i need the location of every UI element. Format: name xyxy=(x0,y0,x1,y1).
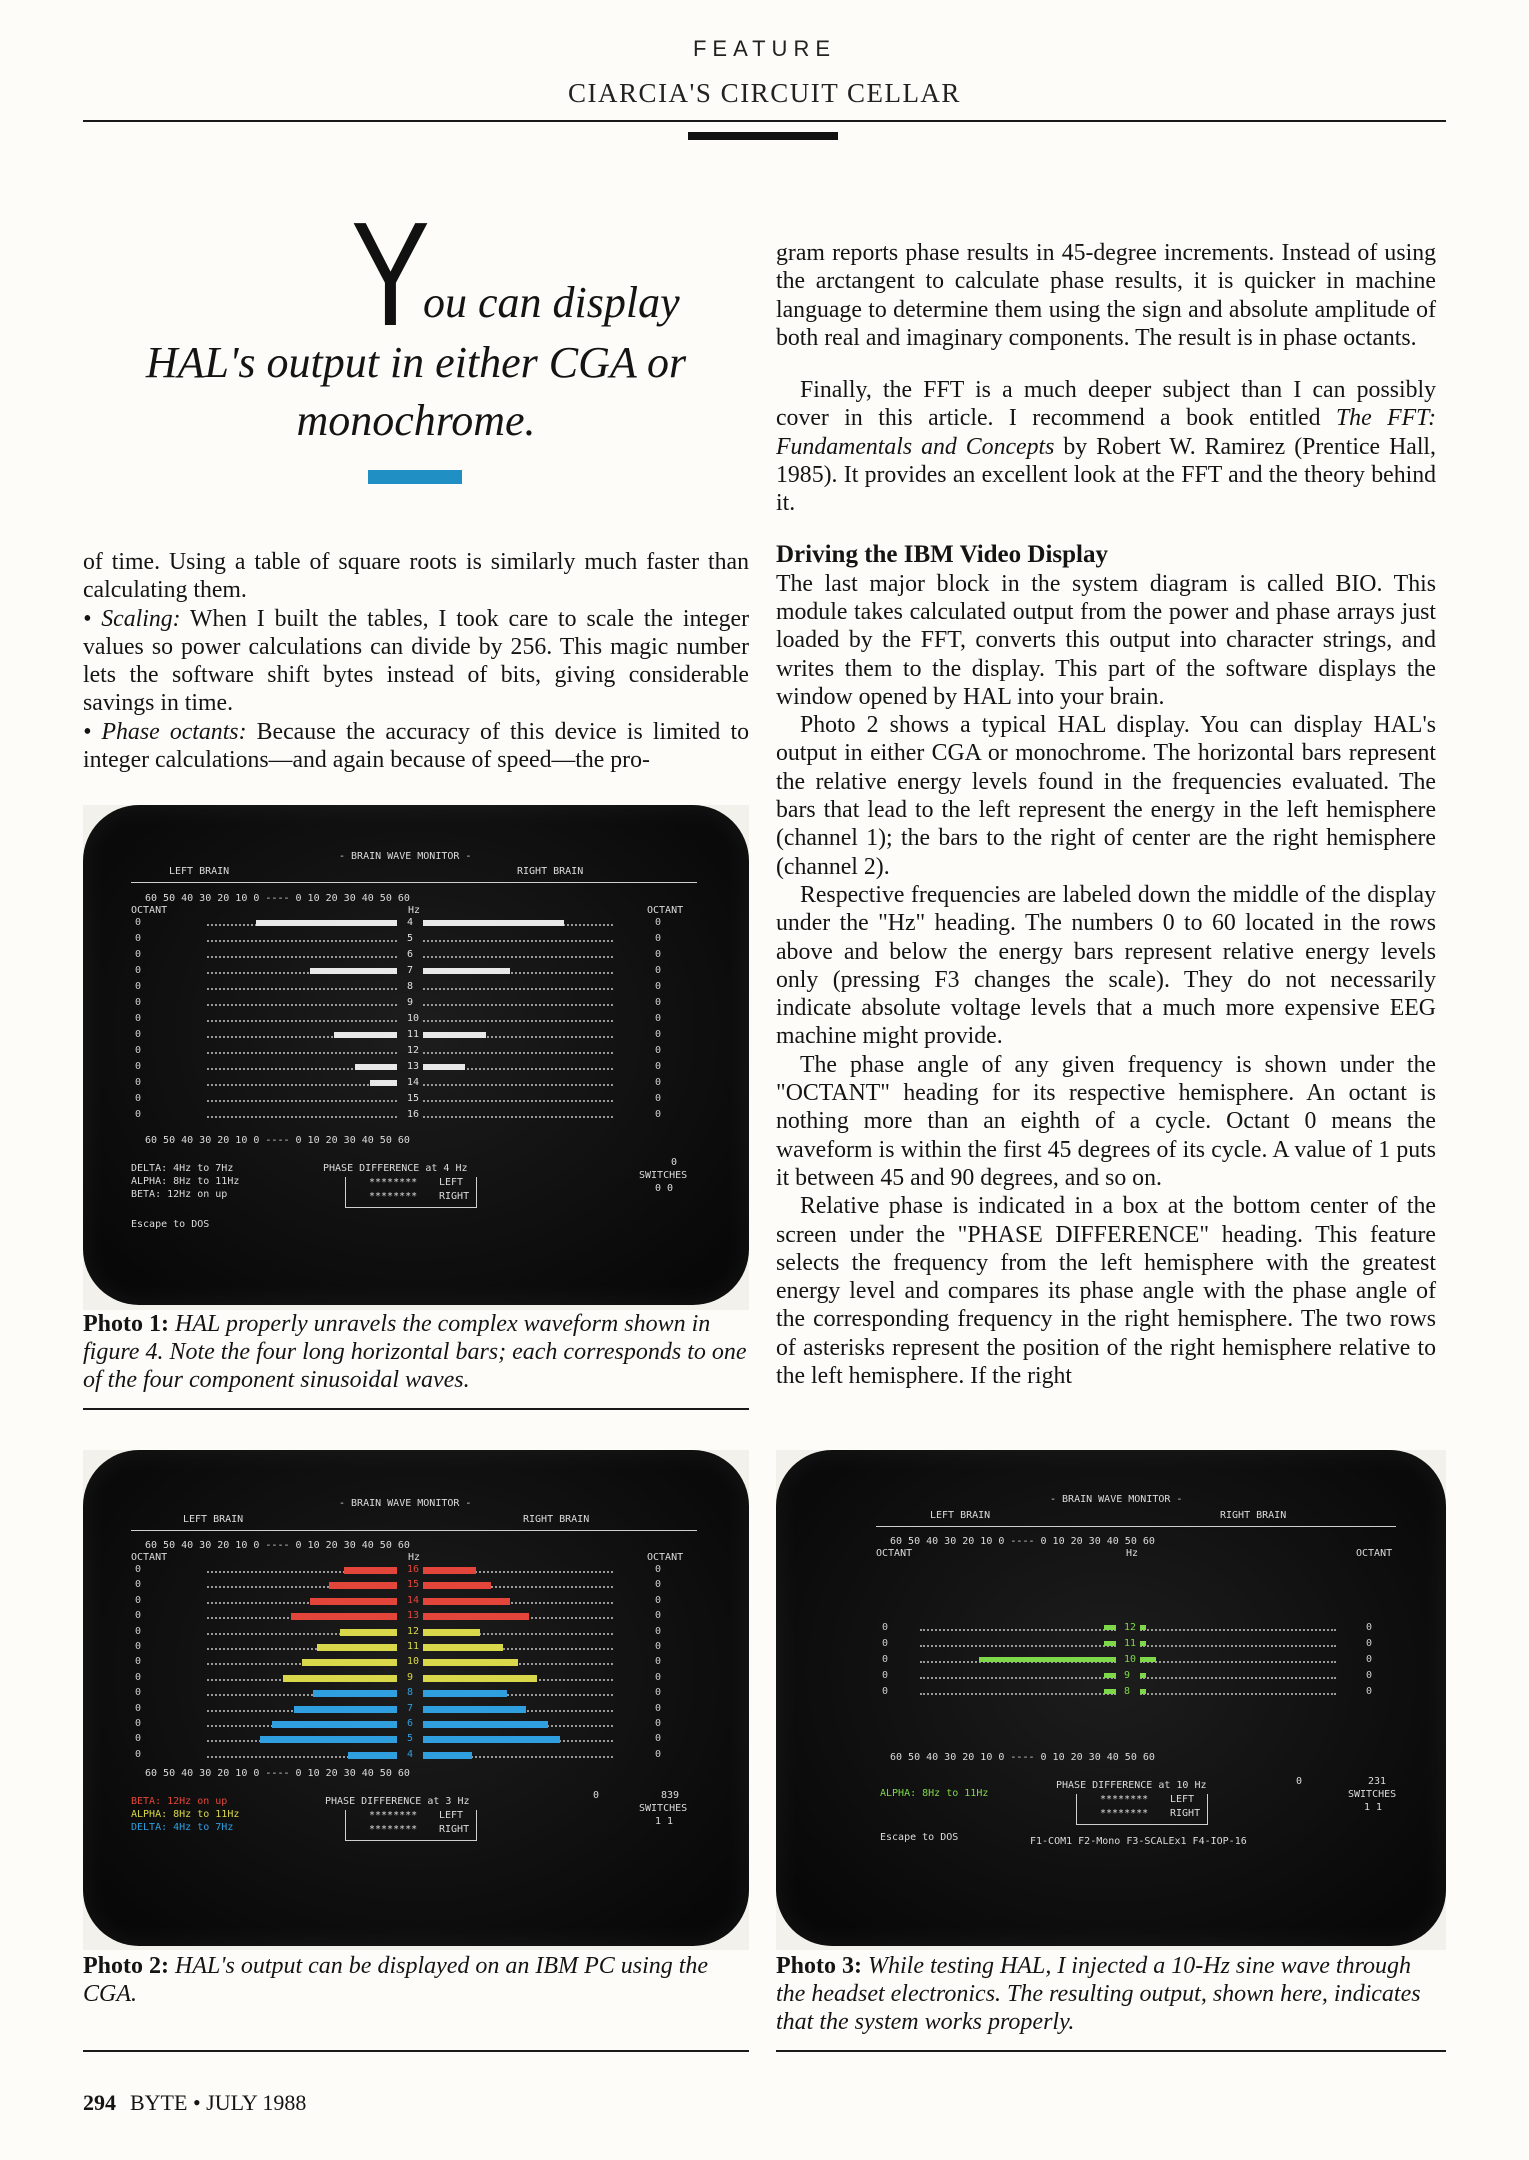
energy-bar-right xyxy=(423,1582,491,1589)
hz-row-label: 13 xyxy=(407,1610,420,1622)
hz-row-label: 13 xyxy=(407,1061,420,1072)
octant-right-value: 0 xyxy=(655,1109,662,1120)
energy-bar-right xyxy=(1140,1641,1146,1646)
octant-right-value: 0 xyxy=(655,1733,662,1745)
octant-right-value: 0 xyxy=(655,1748,662,1760)
escape-hint: Escape to DOS xyxy=(880,1832,959,1843)
paragraph: Relative phase is indicated in a box at the bottom center of the screen under the "PHASE DIFFERENCE" heading. This feature selects the frequency from the left hemisphere with the greatest energy level and compares its phase angle with the phase angle of the corresponding frequency in the right hemisphere. The two rows of asterisks represent the position of the right hemisphere relative to the left hemisphere. If the right xyxy=(776,1193,1436,1389)
energy-bar-right xyxy=(1140,1673,1146,1678)
energy-bar-left xyxy=(310,968,397,974)
caption-rule xyxy=(83,2050,749,2052)
energy-bar-right xyxy=(423,1598,510,1605)
phase-stars-left: ******** xyxy=(369,1177,418,1188)
switch-values: 1 1 xyxy=(1364,1802,1383,1813)
octant-left-value: 0 xyxy=(135,1579,142,1591)
paragraph: of time. Using a table of square roots is similarly much faster than calculating them. xyxy=(83,549,749,604)
legend-beta: BETA: 12Hz on up xyxy=(131,1189,228,1200)
dot-guide-right xyxy=(423,956,613,958)
energy-bar-right xyxy=(423,968,510,974)
left-brain-label: LEFT BRAIN xyxy=(183,1514,244,1525)
crt-monitor xyxy=(83,805,749,1305)
octant-left-value: 0 xyxy=(135,981,142,992)
octant-left-value: 0 xyxy=(135,1641,142,1652)
energy-bar-left xyxy=(317,1644,397,1651)
hz-row-label: 12 xyxy=(407,1045,420,1056)
photo-2-caption xyxy=(83,1952,749,2008)
phase-left-word: LEFT xyxy=(439,1810,464,1821)
divider xyxy=(876,1526,1396,1527)
octant-left-label: OCTANT xyxy=(131,905,168,916)
phase-stars-left: ******** xyxy=(369,1810,418,1821)
phase-label: PHASE DIFFERENCE at 4 Hz xyxy=(323,1163,468,1174)
bullet-lead: • Phase octants: xyxy=(83,718,247,745)
octant-left-value: 0 xyxy=(135,1013,142,1024)
energy-bar-right xyxy=(1140,1625,1146,1630)
energy-bar-right xyxy=(423,1736,560,1743)
octant-right-value: 0 xyxy=(1366,1654,1373,1665)
hz-row-label: 10 xyxy=(407,1656,420,1668)
switch-top: 0 xyxy=(593,1790,600,1801)
dot-guide-left xyxy=(207,1084,397,1086)
scale-bottom: 60 50 40 30 20 10 0 ---- 0 10 20 30 40 50 60 xyxy=(145,1768,410,1779)
photo-1-caption xyxy=(83,1310,749,1394)
hz-row-label: 10 xyxy=(1124,1654,1137,1665)
octant-left-value: 0 xyxy=(135,1077,142,1088)
octant-right-value: 0 xyxy=(655,1702,662,1714)
energy-bar-right xyxy=(423,920,564,926)
header-rule xyxy=(83,120,1446,122)
octant-right-value: 0 xyxy=(655,997,662,1008)
octant-left-value: 0 xyxy=(135,1594,142,1606)
paragraph: The phase angle of any given frequency is shown under the "OCTANT" heading for its respective hemisphere. An octant is nothing more than an eighth of a cycle. Octant 0 means the waveform is within the first 45 degrees of its cycle. A value of 1 puts it between 45 and 90 degrees, and so on. xyxy=(776,1051,1436,1191)
issue-line: BYTE • JULY 1988 xyxy=(130,2090,307,2115)
screen-title: - BRAIN WAVE MONITOR - xyxy=(1050,1494,1183,1505)
paragraph-scaling xyxy=(83,605,749,718)
octant-left-value: 0 xyxy=(135,1061,142,1072)
dot-guide-left xyxy=(207,1020,397,1022)
octant-left-value: 0 xyxy=(135,1718,142,1729)
dot-guide-right xyxy=(1140,1677,1336,1679)
caption-rule xyxy=(83,1408,749,1410)
octant-left-value: 0 xyxy=(135,1625,142,1637)
phase-right-word: RIGHT xyxy=(439,1824,470,1835)
octant-left-value: 0 xyxy=(135,1748,142,1760)
octant-right-value: 0 xyxy=(1366,1622,1373,1633)
energy-bar-left xyxy=(260,1736,397,1743)
scale-bottom: 60 50 40 30 20 10 0 ---- 0 10 20 30 40 50 60 xyxy=(145,1135,410,1146)
switches-label: SWITCHES xyxy=(1348,1789,1397,1800)
hz-row-label: 10 xyxy=(407,1013,420,1024)
energy-bar-left xyxy=(310,1598,397,1605)
photo-3-caption xyxy=(776,1952,1446,2036)
hz-row-label: 9 xyxy=(1124,1670,1131,1681)
caption-lead: Photo 3: xyxy=(776,1953,862,1979)
paragraph: gram reports phase results in 45-degree increments. Instead of using the arctangent to calculate phase results, it is quicker in machine language to determine them using the sign and absolute amplitude of both real and imaginary components. The result is in phase octants. xyxy=(776,240,1436,351)
caption-text: HAL's output can be displayed on an IBM PC using the CGA. xyxy=(83,1953,709,2007)
energy-bar-right xyxy=(423,1629,480,1636)
octant-right-value: 0 xyxy=(655,1641,662,1652)
hz-row-label: 15 xyxy=(407,1093,420,1104)
dot-guide-left xyxy=(207,956,397,958)
switches-label: SWITCHES xyxy=(639,1170,688,1181)
hz-row-label: 7 xyxy=(407,965,414,976)
energy-bar-left xyxy=(348,1752,397,1759)
octant-left-value: 0 xyxy=(882,1686,889,1697)
dot-guide-right xyxy=(1140,1645,1336,1647)
hz-row-label: 8 xyxy=(407,981,414,992)
legend-delta: DELTA: 4Hz to 7Hz xyxy=(131,1163,234,1174)
scale-bottom: 60 50 40 30 20 10 0 ---- 0 10 20 30 40 50 60 xyxy=(890,1752,1155,1763)
escape-hint: Escape to DOS xyxy=(131,1219,210,1230)
caption-text: HAL properly unravels the complex waveform shown in figure 4. Note the four long horizontal bars; each corresponds to one of the four component sinusoidal waves. xyxy=(83,1311,747,1393)
energy-bar-right xyxy=(1140,1689,1146,1694)
octant-right-value: 0 xyxy=(655,1061,662,1072)
hz-row-label: 4 xyxy=(407,1748,414,1760)
screen-title: - BRAIN WAVE MONITOR - xyxy=(339,851,472,862)
dot-guide-right xyxy=(1140,1693,1336,1695)
header-accent-bar xyxy=(688,132,838,140)
switches-label: SWITCHES xyxy=(639,1803,688,1814)
phase-label: PHASE DIFFERENCE at 3 Hz xyxy=(325,1796,470,1807)
octant-left-value: 0 xyxy=(135,917,142,928)
page-number: 294 xyxy=(83,2090,116,2115)
octant-right-value: 0 xyxy=(655,917,662,928)
caption-text: While testing HAL, I injected a 10-Hz sine wave through the headset electronics. The resulting output, shown here, indicates that the system works properly. xyxy=(776,1953,1421,2035)
paragraph-fft-book xyxy=(776,376,1436,517)
octant-right-value: 0 xyxy=(655,1045,662,1056)
energy-bar-right xyxy=(423,1032,486,1038)
octant-right-value: 0 xyxy=(655,1610,662,1622)
octant-left-value: 0 xyxy=(135,1671,142,1683)
energy-bar-right xyxy=(423,1721,548,1728)
octant-left-value: 0 xyxy=(135,1093,142,1104)
energy-bar-left xyxy=(272,1721,397,1728)
section-kicker: FEATURE xyxy=(692,36,837,61)
octant-right-value: 0 xyxy=(655,1718,662,1729)
octant-left-value: 0 xyxy=(135,997,142,1008)
energy-bar-right xyxy=(423,1644,503,1651)
energy-bar-left xyxy=(1104,1689,1116,1694)
octant-right-label: OCTANT xyxy=(647,1552,684,1563)
phase-stars-right: ******** xyxy=(369,1824,418,1835)
octant-left-label: OCTANT xyxy=(131,1552,168,1563)
energy-bar-right xyxy=(423,1752,472,1759)
octant-left-value: 0 xyxy=(882,1622,889,1633)
pull-quote-dropcap: Y xyxy=(351,192,430,357)
paragraph: Photo 2 shows a typical HAL display. You can display HAL's output in either CGA or monochrome. The horizontal bars represent the relative energy levels found in the frequencies evaluated. The bars that lead to the left represent the energy in the left hemisphere (channel 1); the bars to the right of center are the right hemisphere (channel 2). xyxy=(776,712,1436,880)
energy-bar-left xyxy=(1104,1673,1116,1678)
energy-bar-left xyxy=(283,1675,397,1682)
paragraph-body: by Robert W. Ramirez (Prentice Hall, 1985). It provides an excellent look at the FFT and the theory behind it. xyxy=(776,433,1436,517)
energy-bar-left xyxy=(355,1064,397,1070)
hz-label: Hz xyxy=(1126,1548,1139,1559)
dot-guide-left xyxy=(207,1004,397,1006)
hz-row-label: 15 xyxy=(407,1579,420,1591)
octant-right-value: 0 xyxy=(655,965,662,976)
octant-left-value: 0 xyxy=(135,1656,142,1668)
energy-bar-left xyxy=(370,1080,397,1086)
hz-row-label: 11 xyxy=(407,1029,420,1040)
dot-guide-right xyxy=(423,1020,613,1022)
octant-left-value: 0 xyxy=(135,1702,142,1714)
dot-guide-left xyxy=(920,1677,1116,1679)
octant-right-value: 0 xyxy=(1366,1670,1373,1681)
energy-bar-left xyxy=(334,1032,397,1038)
caption-rule xyxy=(776,2050,1446,2052)
octant-right-value: 0 xyxy=(655,1029,662,1040)
book-title: The FFT: Fundamentals and Concepts xyxy=(776,405,1436,460)
octant-right-value: 0 xyxy=(655,1656,662,1668)
phase-stars-left: ******** xyxy=(1100,1794,1149,1805)
dot-guide-right xyxy=(423,1084,613,1086)
dot-guide-right xyxy=(423,1004,613,1006)
energy-bar-right xyxy=(423,1675,537,1682)
octant-right-value: 0 xyxy=(655,1594,662,1606)
octant-left-value: 0 xyxy=(135,1029,142,1040)
scale-top: 60 50 40 30 20 10 0 ---- 0 10 20 30 40 50 60 xyxy=(145,1540,410,1551)
hz-row-label: 8 xyxy=(407,1687,414,1699)
scale-top: 60 50 40 30 20 10 0 ---- 0 10 20 30 40 50 60 xyxy=(890,1536,1155,1547)
hz-row-label: 12 xyxy=(1124,1622,1137,1633)
pull-quote-line1: ou can display xyxy=(423,278,680,327)
hz-row-label: 7 xyxy=(407,1702,414,1714)
octant-left-value: 0 xyxy=(135,933,142,944)
octant-left-value: 0 xyxy=(135,1687,142,1699)
switch-top: 0 xyxy=(671,1157,678,1168)
crt-screen xyxy=(123,843,709,1267)
pull-quote-accent-bar xyxy=(368,470,462,484)
energy-bar-right xyxy=(423,1613,529,1620)
energy-bar-left xyxy=(344,1567,397,1574)
octant-right-label: OCTANT xyxy=(1356,1548,1393,1559)
energy-bar-left xyxy=(302,1659,397,1666)
hz-row-label: 6 xyxy=(407,1718,414,1729)
dot-guide-right xyxy=(1140,1629,1336,1631)
hz-row-label: 14 xyxy=(407,1594,420,1606)
legend-alpha: ALPHA: 8Hz to 11Hz xyxy=(880,1788,989,1799)
switch-top: 0 xyxy=(1296,1776,1303,1787)
hz-row-label: 9 xyxy=(407,1671,414,1683)
phase-left-word: LEFT xyxy=(1170,1794,1195,1805)
left-brain-label: LEFT BRAIN xyxy=(930,1510,991,1521)
octant-right-value: 0 xyxy=(655,933,662,944)
crt-monitor xyxy=(83,1450,749,1946)
hz-row-label: 11 xyxy=(407,1641,420,1652)
paragraph: Respective frequencies are labeled down the middle of the display under the "Hz" heading. The numbers 0 to 60 located in the rows above and below the energy bars represent relative energy levels only (pressing F3 changes the scale). They do not necessarily indicate absolute voltage levels that a much more expensive EEG machine might provide. xyxy=(776,881,1436,1050)
octant-left-value: 0 xyxy=(135,965,142,976)
dot-guide-right xyxy=(423,988,613,990)
octant-left-value: 0 xyxy=(135,1610,142,1622)
switch-count: 231 xyxy=(1368,1776,1387,1787)
octant-left-value: 0 xyxy=(135,1045,142,1056)
paragraph-body: Finally, the FFT is a much deeper subject than I can possibly cover in this article. I recommend a book entitled xyxy=(776,377,1436,432)
paragraph-body: When I built the tables, I took care to scale the integer values so power calculations can divide by 256. This magic number lets the software shift bytes instead of bits, giving considerable savings in time. xyxy=(83,605,749,717)
caption-lead: Photo 2: xyxy=(83,1953,169,1979)
energy-bar-left xyxy=(313,1690,397,1697)
phase-right-word: RIGHT xyxy=(439,1191,470,1202)
right-brain-label: RIGHT BRAIN xyxy=(523,1514,590,1525)
dot-guide-right xyxy=(1140,1661,1336,1663)
switch-count: 839 xyxy=(661,1790,680,1801)
energy-bar-left xyxy=(294,1706,397,1713)
phase-stars-right: ******** xyxy=(369,1191,418,1202)
phase-right-word: RIGHT xyxy=(1170,1808,1201,1819)
energy-bar-right xyxy=(423,1706,526,1713)
paragraph-body: Because the accuracy of this device is limited to integer calculations—and again because of speed—the pro- xyxy=(83,718,749,774)
right-brain-label: RIGHT BRAIN xyxy=(1220,1510,1287,1521)
energy-bar-right xyxy=(423,1659,518,1666)
phase-stars-right: ******** xyxy=(1100,1808,1149,1819)
caption-lead: Photo 1: xyxy=(83,1311,169,1337)
dot-guide-right xyxy=(423,1052,613,1054)
octant-right-value: 0 xyxy=(1366,1638,1373,1649)
photo-3 xyxy=(776,1450,1446,1950)
dot-guide-left xyxy=(920,1629,1116,1631)
legend-alpha: ALPHA: 8Hz to 11Hz xyxy=(131,1176,240,1187)
paragraph: The last major block in the system diagram is called BIO. This module takes calculated output from the power and phase arrays just loaded by the FFT, converts this output into character strings, and writes them to the display. This part of the software displays the window opened by HAL into your brain. xyxy=(776,570,1436,710)
crt-screen xyxy=(820,1486,1408,1906)
octant-right-value: 0 xyxy=(655,1077,662,1088)
octant-right-value: 0 xyxy=(655,981,662,992)
energy-bar-left xyxy=(979,1657,1116,1662)
pull-quote-rest: HAL's output in either CGA or monochrome. xyxy=(145,338,687,445)
energy-bar-left xyxy=(329,1582,397,1589)
hz-row-label: 5 xyxy=(407,933,414,944)
octant-right-value: 0 xyxy=(655,1579,662,1591)
crt-monitor xyxy=(776,1450,1446,1946)
hz-row-label: 9 xyxy=(407,997,414,1008)
energy-bar-right xyxy=(423,1064,465,1070)
dot-guide-left xyxy=(207,940,397,942)
function-keys: F1-COM1 F2-Mono F3-SCALEx1 F4-IOP-16 xyxy=(1030,1836,1247,1847)
dot-guide-left xyxy=(207,988,397,990)
octant-right-value: 0 xyxy=(655,1625,662,1637)
octant-right-value: 0 xyxy=(655,1093,662,1104)
energy-bar-left xyxy=(1104,1625,1116,1630)
hz-row-label: 5 xyxy=(407,1733,414,1745)
hz-label: Hz xyxy=(408,1552,421,1563)
phase-label: PHASE DIFFERENCE at 10 Hz xyxy=(1056,1780,1207,1791)
dot-guide-right xyxy=(423,1100,613,1102)
phase-left-word: LEFT xyxy=(439,1177,464,1188)
right-brain-label: RIGHT BRAIN xyxy=(517,866,584,877)
divider xyxy=(131,882,697,883)
scale-top: 60 50 40 30 20 10 0 ---- 0 10 20 30 40 50 60 xyxy=(145,893,410,904)
section-heading: Driving the IBM Video Display xyxy=(776,540,1108,568)
dot-guide-left xyxy=(920,1693,1116,1695)
switch-values: 0 0 xyxy=(655,1183,674,1194)
octant-right-value: 0 xyxy=(655,1671,662,1683)
octant-right-label: OCTANT xyxy=(647,905,684,916)
hz-row-label: 16 xyxy=(407,1564,420,1575)
octant-right-value: 0 xyxy=(1366,1686,1373,1697)
energy-bar-right xyxy=(423,1567,476,1574)
energy-bar-left xyxy=(291,1613,397,1620)
dot-guide-right xyxy=(423,940,613,942)
octant-left-value: 0 xyxy=(135,949,142,960)
octant-left-value: 0 xyxy=(882,1638,889,1649)
left-brain-label: LEFT BRAIN xyxy=(169,866,230,877)
octant-left-value: 0 xyxy=(135,1109,142,1120)
energy-bar-right xyxy=(423,1690,507,1697)
hz-row-label: 6 xyxy=(407,949,414,960)
dot-guide-right xyxy=(423,1116,613,1118)
hz-row-label: 11 xyxy=(1124,1638,1137,1649)
dot-guide-left xyxy=(207,1052,397,1054)
hz-row-label: 12 xyxy=(407,1625,420,1637)
photo-2 xyxy=(83,1450,749,1950)
octant-right-value: 0 xyxy=(655,1013,662,1024)
dot-guide-left xyxy=(920,1645,1116,1647)
octant-left-value: 0 xyxy=(135,1733,142,1745)
hz-row-label: 14 xyxy=(407,1077,420,1088)
octant-left-value: 0 xyxy=(882,1670,889,1681)
octant-right-value: 0 xyxy=(655,949,662,960)
dot-guide-left xyxy=(207,1116,397,1118)
hz-row-label: 8 xyxy=(1124,1686,1131,1697)
hz-row-label: 16 xyxy=(407,1109,420,1120)
hz-label: Hz xyxy=(408,905,421,916)
octant-left-value: 0 xyxy=(135,1564,142,1575)
energy-bar-left xyxy=(256,920,397,926)
page-footer xyxy=(83,2090,306,2116)
bullet-lead: • Scaling: xyxy=(83,605,181,632)
right-column-text xyxy=(776,239,1436,1390)
octant-right-value: 0 xyxy=(655,1687,662,1699)
paragraph-phase-octants xyxy=(83,718,749,775)
hz-row-label: 4 xyxy=(407,917,414,928)
photo-1 xyxy=(83,805,749,1310)
legend-beta: BETA: 12Hz on up xyxy=(131,1796,228,1807)
octant-right-value: 0 xyxy=(655,1564,662,1575)
divider xyxy=(131,1530,697,1531)
section-title: CIARCIA'S CIRCUIT CELLAR xyxy=(568,78,961,108)
legend-delta: DELTA: 4Hz to 7Hz xyxy=(131,1822,234,1833)
octant-left-label: OCTANT xyxy=(876,1548,913,1559)
energy-bar-left xyxy=(1104,1641,1116,1646)
energy-bar-right xyxy=(1140,1657,1156,1662)
crt-screen xyxy=(123,1490,709,1908)
energy-bar-left xyxy=(340,1629,397,1636)
octant-left-value: 0 xyxy=(882,1654,889,1665)
switch-values: 1 1 xyxy=(655,1816,674,1827)
left-column-text xyxy=(83,548,749,774)
legend-alpha: ALPHA: 8Hz to 11Hz xyxy=(131,1809,240,1820)
dot-guide-left xyxy=(207,1100,397,1102)
screen-title: - BRAIN WAVE MONITOR - xyxy=(339,1498,472,1509)
